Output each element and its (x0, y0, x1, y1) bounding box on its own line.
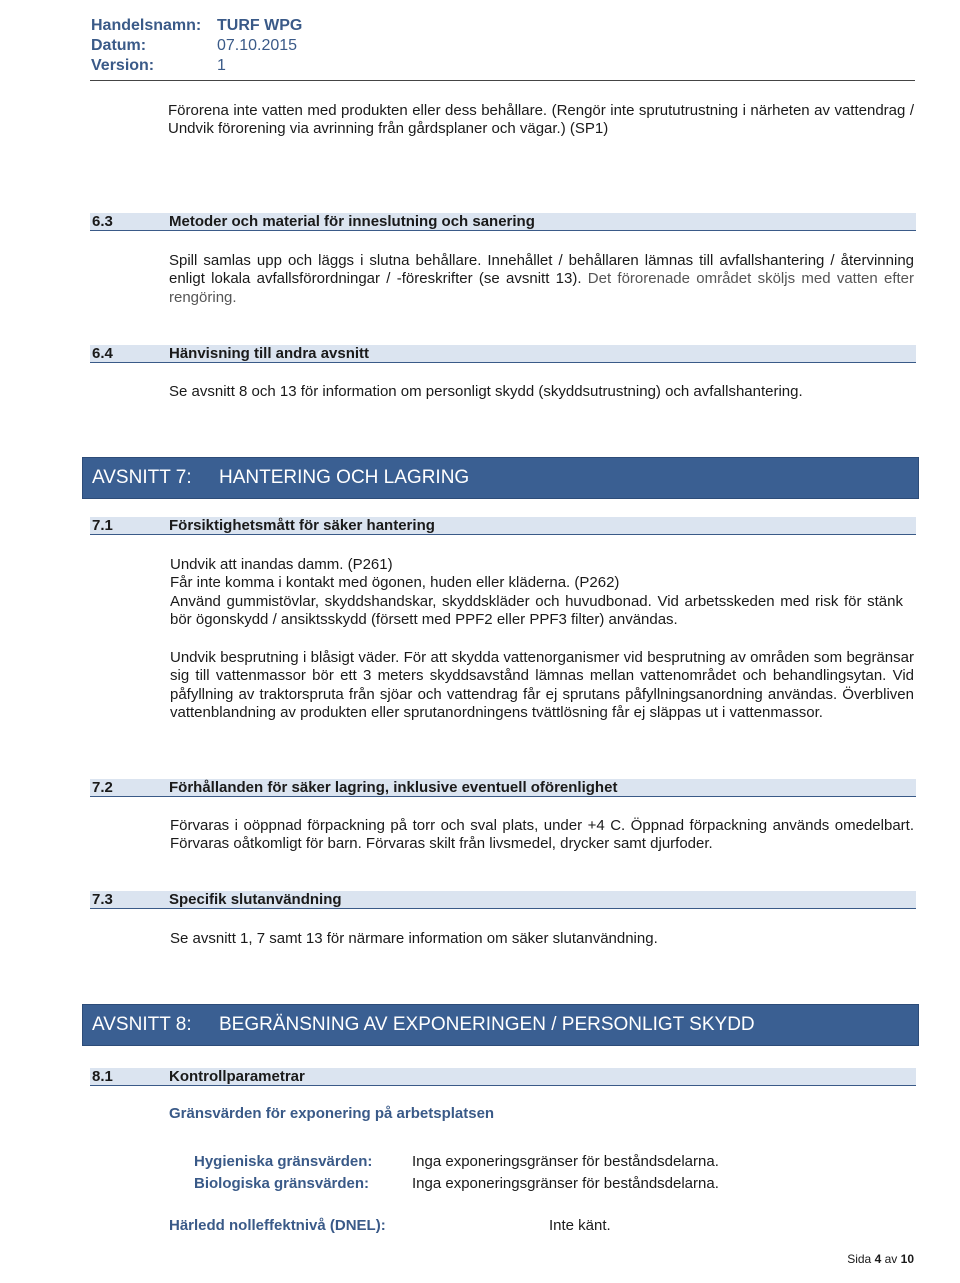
subsection-title: Förhållanden för säker lagring, inklusive eventuell oförenlighet (169, 779, 618, 796)
date-value: 07.10.2015 (217, 37, 298, 54)
subsection-8-1-header (90, 1068, 916, 1086)
subsection-number: 6.4 (92, 345, 113, 362)
page-prefix: Sida (847, 1252, 872, 1266)
intro-paragraph: Förorena inte vatten med produkten eller dess behållare. (Rengör inte sprututrustning i närheten av vattendrag / Undvik förorening via avrinning från gårdsplaner och vägar.) (SP1) (168, 102, 914, 138)
subsection-7-1-header (90, 517, 916, 535)
subsection-6-4-text: Se avsnitt 8 och 13 för information om personligt skydd (skyddsutrustning) och avfallshantering. (169, 383, 803, 400)
subsection-number: 7.1 (92, 517, 113, 534)
subsection-title: Specifik slutanvändning (169, 891, 342, 908)
storage-text: Förvaras i oöppnad förpackning på torr och sval plats, under +4 C. Öppnad förpackning används omedelbart. Förvaras oåtkomligt för barn. Förvaras skilt från livsmedel, drycker samt djurfoder. (170, 817, 914, 853)
page-of: av (884, 1252, 898, 1266)
subsection-title: Metoder och material för inneslutning och sanering (169, 213, 535, 230)
handling-line-1: Undvik att inandas damm. (P261) (170, 556, 393, 573)
subsection-number: 8.1 (92, 1068, 113, 1085)
document-header (91, 17, 491, 77)
section-number: AVSNITT 8: (92, 1014, 192, 1035)
cleanup-text: Spill samlas upp och läggs i slutna behållare. Innehållet / behållaren lämnas till avfallshantering / återvinning enligt lokala avfallsförordningar / -föreskrifter (se avsnitt 13). (169, 252, 914, 288)
rinse-text: Det förorenade området sköljs med vatten efter rengöring. (169, 270, 914, 306)
handling-line-3: Använd gummistövlar, skyddshandskar, skyddskläder och huvudbonad. Vid arbetsskeden med risk för stänk bör ögonskydd / ansiktsskydd (försett med PPF2 eller PPF3 filter) användas. (170, 593, 903, 629)
exposure-limits-subheading: Gränsvärden för exponering på arbetsplatsen (169, 1105, 495, 1122)
subsection-title: Hänvisning till andra avsnitt (169, 345, 370, 362)
version-label: Version: (91, 57, 155, 74)
section-title: BEGRÄNSNING AV EXPONERINGEN / PERSONLIGT SKYDD (219, 1014, 755, 1035)
header-divider (90, 80, 915, 81)
section-title: HANTERING OCH LAGRING (219, 467, 470, 488)
subsection-number: 7.3 (92, 891, 113, 908)
subsection-title: Försiktighetsmått för säker hantering (169, 517, 435, 534)
subsection-6-4-header (90, 345, 916, 363)
subsection-6-3-text (169, 252, 914, 307)
handling-line-2: Får inte komma i kontakt med ögonen, huden eller kläderna. (P262) (170, 574, 620, 591)
dnel-label: Härledd nolleffektnivå (DNEL): (169, 1217, 386, 1234)
handling-paragraph-2: Undvik besprutning i blåsigt väder. För att skydda vattenorganismer vid besprutning av områden som begränsar sig till vattenmassor bör ett 3 meters skyddsavstånd lämnas mellan vattenområdet och behandlingsytan. Vid påfyllning av traktorspruta från sjöar och vattendrag får ej sprutans påfyllningsanordning användas. Överbliven vattenblandning av produkten eller sprutanordningens tvättlösning får ej släppas ut i vattenmassor. (170, 649, 914, 722)
subsection-7-3-header (90, 891, 916, 909)
end-use-text: Se avsnitt 1, 7 samt 13 för närmare information om säker slutanvändning. (170, 930, 658, 947)
subsection-number: 6.3 (92, 213, 113, 230)
subsection-title: Kontrollparametrar (169, 1068, 305, 1085)
section-7-banner (82, 457, 919, 499)
biological-limits-value: Inga exponeringsgränser för beståndsdelarna. (412, 1175, 719, 1192)
hygienic-limits-label: Hygieniska gränsvärden: (194, 1153, 373, 1170)
total-pages: 10 (900, 1252, 914, 1266)
dnel-value: Inte känt. (549, 1217, 611, 1234)
subsection-6-3-header (90, 213, 916, 231)
version-value: 1 (217, 57, 226, 74)
subsection-7-2-header (90, 779, 916, 797)
subsection-number: 7.2 (92, 779, 113, 796)
trade-name-label: Handelsnamn: (91, 17, 202, 34)
date-label: Datum: (91, 37, 147, 54)
section-8-banner (82, 1004, 919, 1046)
trade-name: TURF WPG (217, 17, 303, 34)
biological-limits-label: Biologiska gränsvärden: (194, 1175, 370, 1192)
current-page: 4 (874, 1252, 882, 1266)
page-number (847, 1252, 914, 1266)
section-number: AVSNITT 7: (92, 467, 192, 488)
hygienic-limits-value: Inga exponeringsgränser för beståndsdelarna. (412, 1153, 719, 1170)
